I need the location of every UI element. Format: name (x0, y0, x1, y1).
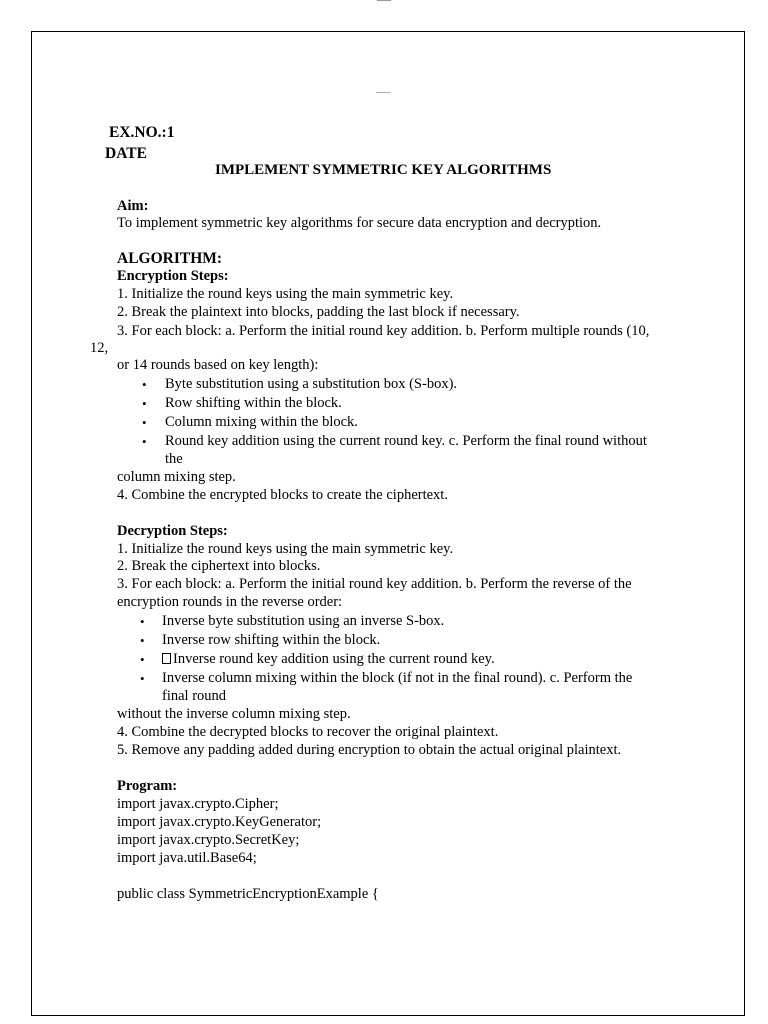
enc-step-2: 2. Break the plaintext into blocks, padding the last block if necessary. (117, 304, 520, 320)
decryption-heading: Decryption Steps: (117, 523, 228, 539)
bullet-marker: • (140, 614, 145, 629)
bullet-marker: • (142, 377, 147, 392)
missing-glyph-box-icon (162, 653, 171, 664)
enc-bullet-4: Round key addition using the current round key. c. Perform the final round without (165, 433, 647, 449)
enc-bullet-1: Byte substitution using a substitution box (S-box). (165, 376, 458, 392)
code-line: import javax.crypto.Cipher; (117, 796, 279, 812)
bullet-marker: • (140, 633, 145, 648)
aim-text: To implement symmetric key algorithms for secure data encryption and decryption. (117, 215, 602, 231)
enc-step-4: 4. Combine the encrypted blocks to create the ciphertext. (117, 487, 448, 503)
page-top-mark (377, 0, 391, 1)
algorithm-heading: ALGORITHM: (117, 250, 223, 267)
dec-bullet-3 (162, 651, 495, 668)
encryption-heading: Encryption Steps: (117, 268, 229, 284)
enc-bullet-2: Row shifting within the block. (165, 395, 342, 411)
dec-bullet-3-text: Inverse round key addition using the current round key. (173, 651, 495, 667)
page-title: IMPLEMENT SYMMETRIC KEY ALGORITHMS (215, 162, 552, 178)
aim-heading: Aim: (117, 198, 149, 214)
dec-bullet-1: Inverse byte substitution using an inverse S-box. (162, 613, 445, 629)
date-label: DATE (105, 145, 147, 162)
bullet-marker: • (142, 415, 147, 430)
bullet-marker: • (140, 671, 145, 686)
enc-bullet-3: Column mixing within the block. (165, 414, 358, 430)
enc-bullet-4-wrap: the (165, 451, 183, 467)
enc-step-3-cont: or 14 rounds based on key length): (117, 357, 319, 373)
enc-after-1: column mixing step. (117, 469, 236, 485)
code-line: import javax.crypto.KeyGenerator; (117, 814, 322, 830)
enc-step-1: 1. Initialize the round keys using the main symmetric key. (117, 286, 454, 302)
bullet-marker: • (142, 396, 147, 411)
dec-step-5: 5. Remove any padding added during encryption to obtain the actual original plaintext. (117, 742, 622, 758)
dec-after-1: without the inverse column mixing step. (117, 706, 351, 722)
dec-step-3-cont: encryption rounds in the reverse order: (117, 594, 343, 610)
enc-step-3: 3. For each block: a. Perform the initial round key addition. b. Perform multiple rounds (10, (117, 323, 650, 339)
dec-step-2: 2. Break the ciphertext into blocks. (117, 558, 321, 574)
code-line: public class SymmetricEncryptionExample { (117, 886, 379, 902)
code-line: import javax.crypto.SecretKey; (117, 832, 300, 848)
dec-step-1: 1. Initialize the round keys using the main symmetric key. (117, 541, 454, 557)
bullet-marker: • (140, 652, 145, 667)
dec-step-3: 3. For each block: a. Perform the initial round key addition. b. Perform the reverse of the (117, 576, 632, 592)
dec-bullet-4: Inverse column mixing within the block (if not in the final round). c. Perform the (162, 670, 633, 686)
program-heading: Program: (117, 778, 178, 794)
enc-step-3-wrap: 12, (90, 340, 109, 356)
dec-step-4: 4. Combine the decrypted blocks to recover the original plaintext. (117, 724, 499, 740)
exercise-number: EX.NO.:1 (109, 124, 175, 141)
dec-bullet-4-wrap: final round (162, 688, 227, 704)
header-mark (376, 92, 391, 93)
code-line: import java.util.Base64; (117, 850, 257, 866)
dec-bullet-2: Inverse row shifting within the block. (162, 632, 381, 648)
bullet-marker: • (142, 434, 147, 449)
